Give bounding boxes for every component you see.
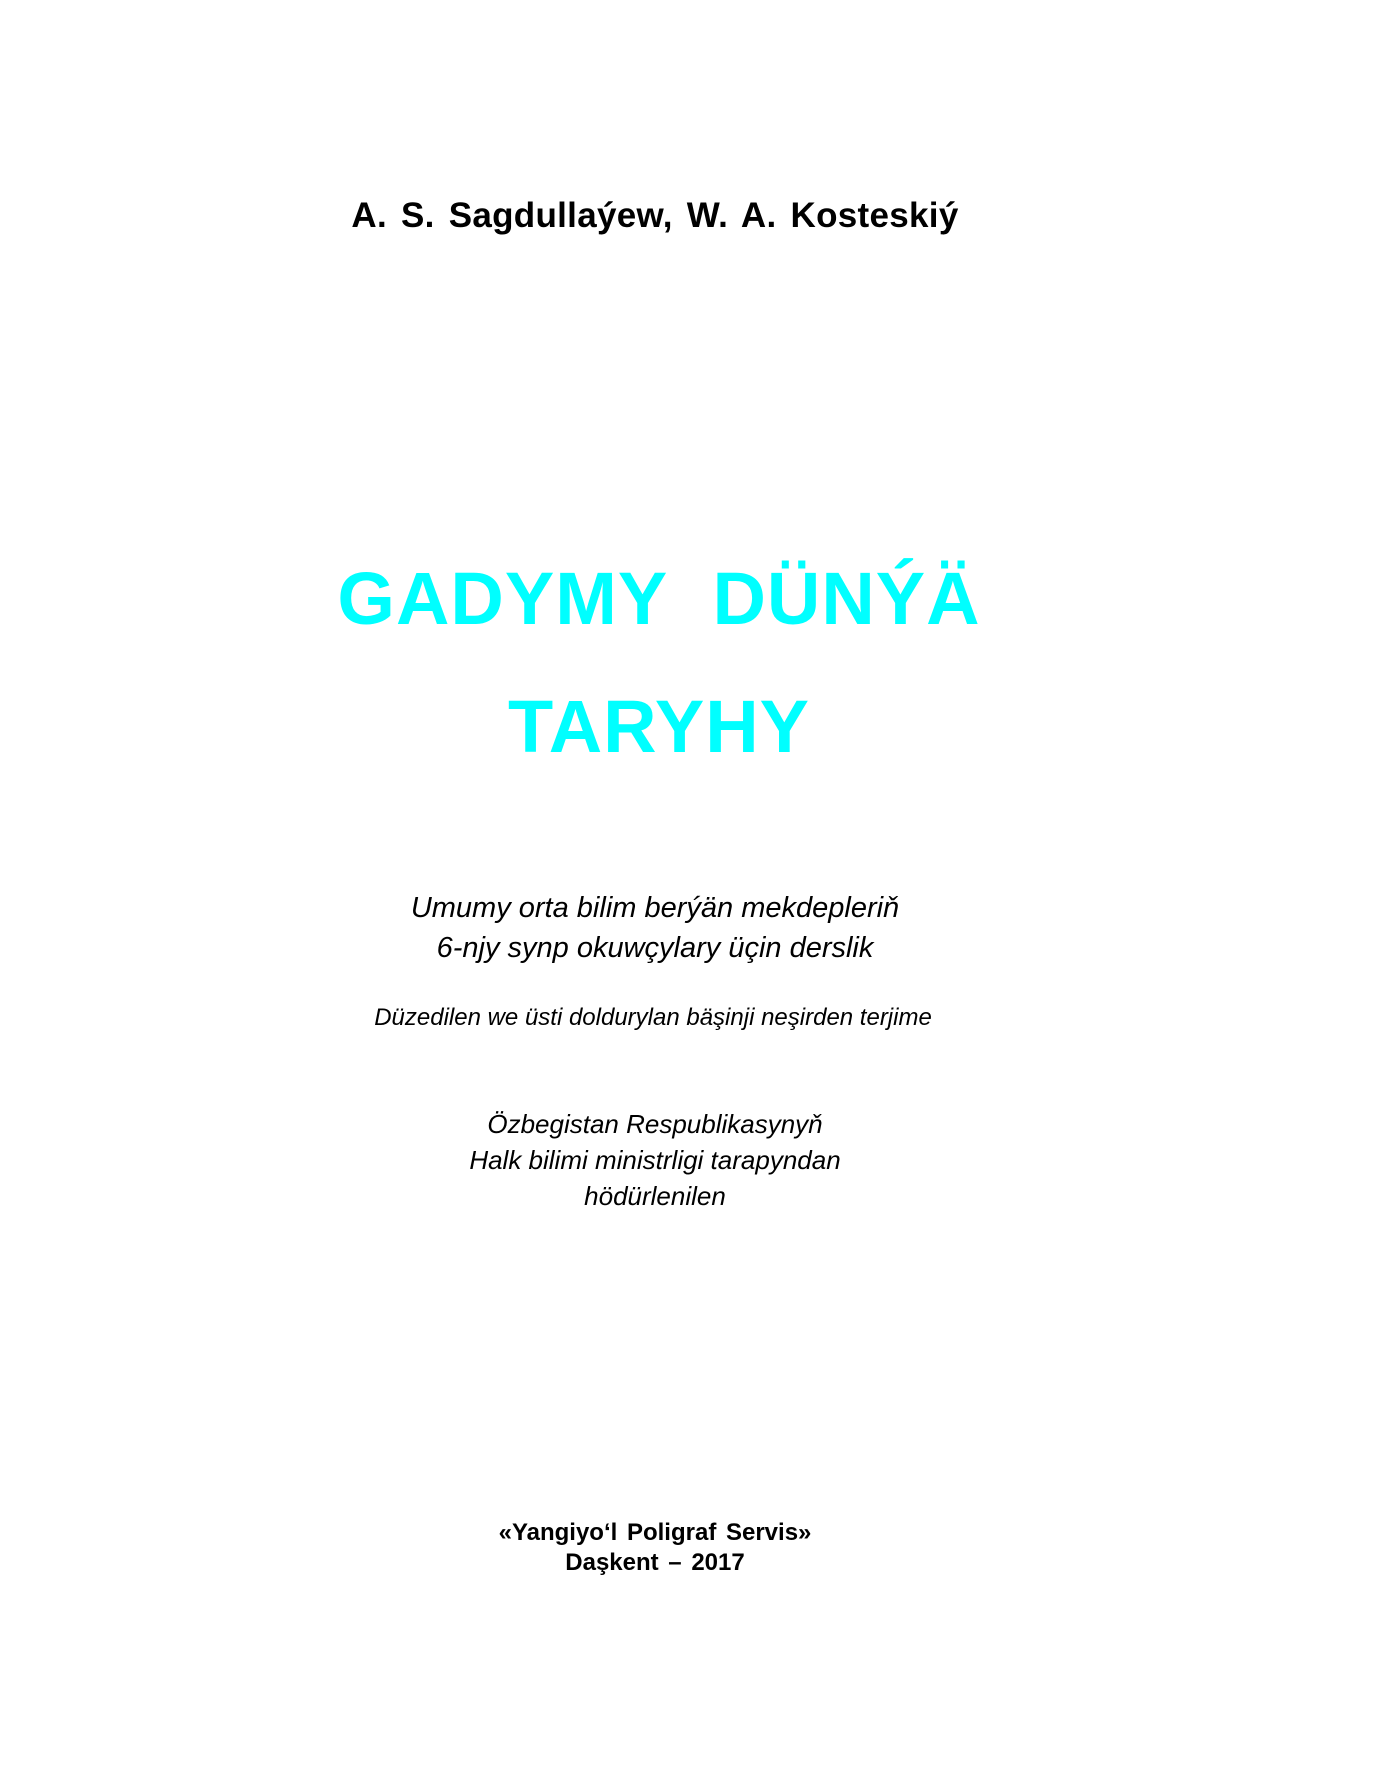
publisher-info [0, 1518, 1344, 1578]
book-title-line-2: TARYHY [508, 685, 810, 768]
publisher-place-year: Daşkent – 2017 [565, 1549, 745, 1576]
subtitle-line-1: Umumy orta bilim berýän mekdepleriň [410, 892, 900, 924]
subtitle [0, 888, 1344, 968]
edition-note: Düzedilen we üsti doldurylan bäşinji neşirden terjime [374, 1004, 932, 1031]
approval-line-2: Halk bilimi ministrligi tarapyndan [469, 1145, 841, 1175]
approval-statement [0, 1106, 1344, 1214]
approval-line-3: hödürlenilen [584, 1181, 726, 1211]
authors: A. S. Sagdullaýew, W. A. Kosteskiý [351, 196, 959, 235]
approval-line-1: Özbegistan Respublikasynyň [487, 1109, 823, 1139]
publisher-name: «Yangiyo‘l Poligraf Servis» [498, 1519, 812, 1546]
book-title-line-1: GADYMY DÜNÝÄ [337, 557, 981, 640]
subtitle-line-2: 6-njy synp okuwçylary üçin derslik [436, 932, 874, 964]
